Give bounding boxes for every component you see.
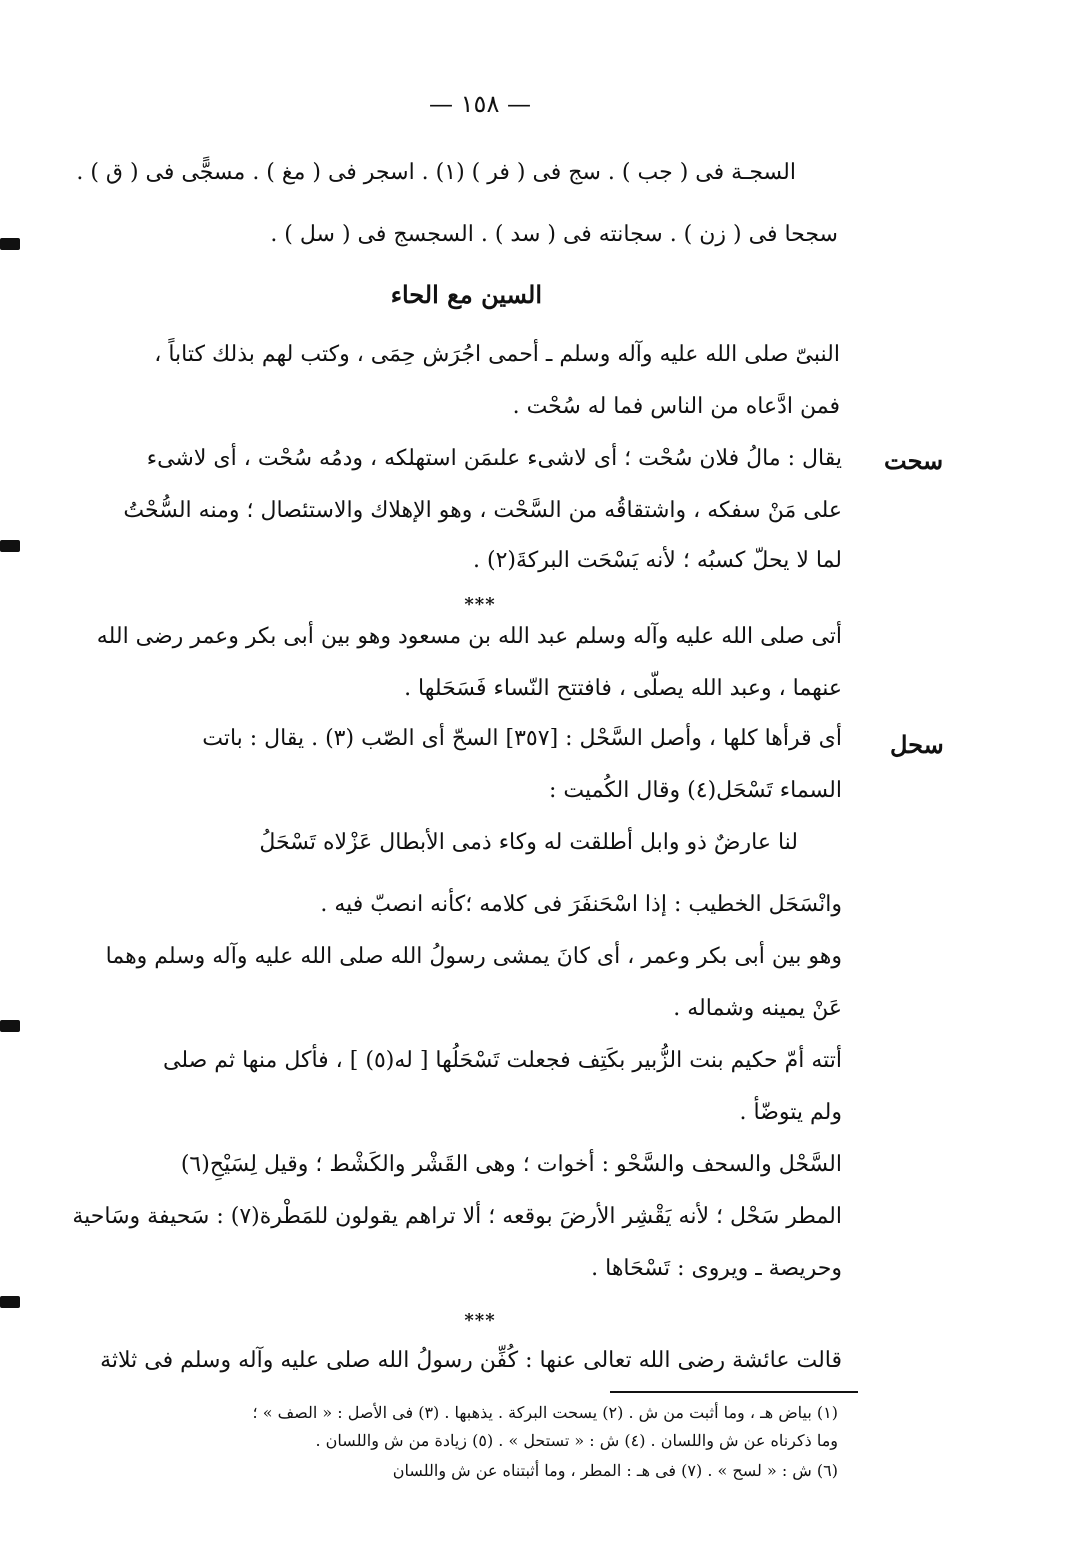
intro-line-2: سجحا فى ( زن ) . سجانته فى ( سد ) . السجسج فى ( سل ) .	[270, 222, 838, 247]
footnote-line-2: وما ذكرناه عن ش واللسان . (٤) ش : « تستحل » . (٥) زيادة من ش واللسان .	[315, 1431, 838, 1450]
para4-line-2: السماء تَسْحَل(٤) وقال الكُميت :	[549, 778, 842, 803]
para2-line-2: على مَنْ سفكه ، واشتقاقُه من السَّحْت ، وهو الإهلاك والاستئصال ؛ ومنه السُّحْتُ	[123, 498, 842, 523]
scan-edge-mark	[0, 1296, 20, 1308]
para8-line-1: السَّحْل والسحف والسَّحْو : أخوات ؛ وهى القَشْر والكَشْط ؛ وقيل لِسَيْحِ(٦)	[180, 1152, 842, 1177]
footnote-line-3: (٦) ش : « لسح » . (٧) فى هـ : المطر ، وما أثبتناه عن ش واللسان	[392, 1461, 838, 1480]
para6-line-1: وهو بين أبى بكر وعمر ، أى كانَ يمشى رسولُ الله صلى الله عليه وآله وسلم وهما	[105, 944, 842, 969]
para2-line-1: يقال : مالُ فلان سُحْت ؛ أى لاشىء علىمَن استهلكه ، ودمُه سُحْت ، أى لاشىء	[146, 446, 842, 471]
para9-line-1: قالت عائشة رضى الله تعالى عنها : كُفِّن رسولُ الله صلى عليه وآله وسلم فى ثلاثة	[100, 1348, 842, 1373]
scan-edge-mark	[0, 540, 20, 552]
intro-line-1: السجـة فى ( جب ) . سج فى ( فر ) (١) . اسجر فى ( مغ ) . مسجًّى فى ( ق ) .	[76, 160, 796, 185]
footnote-line-1: (١) بياض هـ ، وما أثبت من ش . (٢) يسحت البركة . يذهبها . (٣) فى الأصل : « الصف » ؛	[252, 1403, 838, 1422]
para1-line-1: النبىّ صلى الله عليه وآله وسلم ـ أحمى اجُرَش حِمَى ، وكتب لهم بذلك كتاباً ،	[154, 342, 840, 367]
para3-line-1: أتى صلى الله عليه وآله وسلم عبد الله بن مسعود وهو بين أبى بكر وعمر رضى الله	[96, 624, 842, 649]
margin-headword-sahal: سحل	[890, 730, 944, 759]
section-heading: السين مع الحاء	[390, 280, 542, 309]
para7-line-2: ولم يتوضّأ .	[739, 1100, 842, 1125]
section-divider-stars: ***	[464, 594, 496, 615]
scan-edge-mark	[0, 238, 20, 250]
section-divider-stars-2: ***	[464, 1310, 496, 1331]
para4-line-1: أى قرأها كلها ، وأصل السَّحْل : [٣٥٧] السحّ أى الصّب (٣) . يقال : باتت	[202, 726, 842, 751]
margin-headword-sahat: سحت	[884, 446, 944, 475]
para2-line-3: لما لا يحلّ كسبُه ؛ لأنه يَسْحَت البركةَ(٢) .	[472, 548, 842, 573]
para3-line-2: عنهما ، وعبد الله يصلّى ، فافتتح النّساء فَسَحَلها .	[404, 676, 842, 701]
para8-line-3: وحريصة ـ ويروى : تَسْحَاها .	[591, 1256, 842, 1281]
verse-line: لنا عارضٌ ذو وابل أطلقت له وكاء ذمى الأبطال عَزْلاه تَسْحَلُ	[259, 830, 798, 855]
para7-line-1: أتته أمّ حكيم بنت الزُّبير بكَتِف فجعلت تَسْحَلُها [ له(٥) ] ، فأكل منها ثم صلى	[163, 1048, 842, 1073]
para1-line-2: فمن ادَّعاه من الناس فما له سُحْت .	[512, 394, 840, 419]
para8-line-2: المطر سَحْل ؛ لأنه يَقْشِر الأرضَ بوقعه ؛ ألا تراهم يقولون للمَطْرة(٧) : سَحيفة وسَاحية	[72, 1204, 842, 1229]
para6-line-2: عَنْ يمينه وشماله .	[673, 996, 842, 1021]
page-number: — ١٥٨ —	[429, 90, 531, 118]
scan-edge-mark	[0, 1020, 20, 1032]
footnote-rule	[610, 1391, 858, 1393]
para5-line-1: وانْسَحَل الخطيب : إذا اسْحَنفَرَ فى كلامه ؛كأنه انصبّ فيه .	[320, 892, 842, 917]
